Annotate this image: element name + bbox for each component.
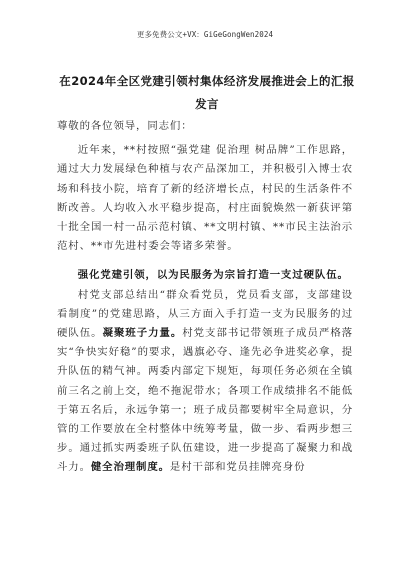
- header-note: 更多免费公文+VX：GiGeGongWen2024: [136, 30, 274, 39]
- document-title: 在2024年全区党建引领村集体经济发展推进会上的汇报发言: [59, 74, 355, 111]
- paragraph-party-building-detail: 村党支部书记带领班子成员严格落实“争快实好稳”的要求，遇旗必夺、逢先必争进奖必拿，提升队伍的精气神。两委内部定下规矩，每项任务必须在全镇前三名之前上交，绝不拖泥带水；各项工作成绩排名不能低于第五名后，永远争第一；班子成员都要树牢全局意识，分管的工作要放在全村整体中统筹考量，做一步、看两步想三步。通过抓实两委班子队伍建设，进一步提高了凝聚力和战斗力。: [57, 327, 353, 474]
- salutation: 尊敬的各位领导，同志们：: [57, 120, 193, 132]
- paragraph-party-building: [57, 286, 353, 478]
- section-heading: [57, 266, 353, 285]
- paragraph-intro: 近年来，**村按照“强党建 促治理 树品牌”工作思路，通过大力发展绿色种植与农产品深加工，并积极引入博士农场和科技小院，培育了新的经济增长点，村民的生活条件不断改善。人均收入水平稳步提高，村庄面貌焕然一新获评第十批全国一村一品示范村镇、**文明村镇、**市民主法治示范村、**市先进村委会等诸多荣誉。: [57, 144, 353, 253]
- document-body: [57, 117, 353, 478]
- subheading-team-strength: 凝聚班子力量。: [102, 327, 183, 340]
- subheading-governance-system: 健全治理制度。: [90, 461, 170, 474]
- paragraph-party-building-tail: 是村干部和党员挂牌亮身份: [169, 461, 306, 474]
- section-heading-text: 强化党建引领，以为民服务为宗旨打造一支过硬队伍。: [77, 269, 349, 282]
- paragraph-party-building-lead: 村党支部总结出“群众看党员，党员看支部，支部建设看制度”的党建思路，从三方面入手打造一支为民服务的过硬队伍。: [57, 288, 353, 340]
